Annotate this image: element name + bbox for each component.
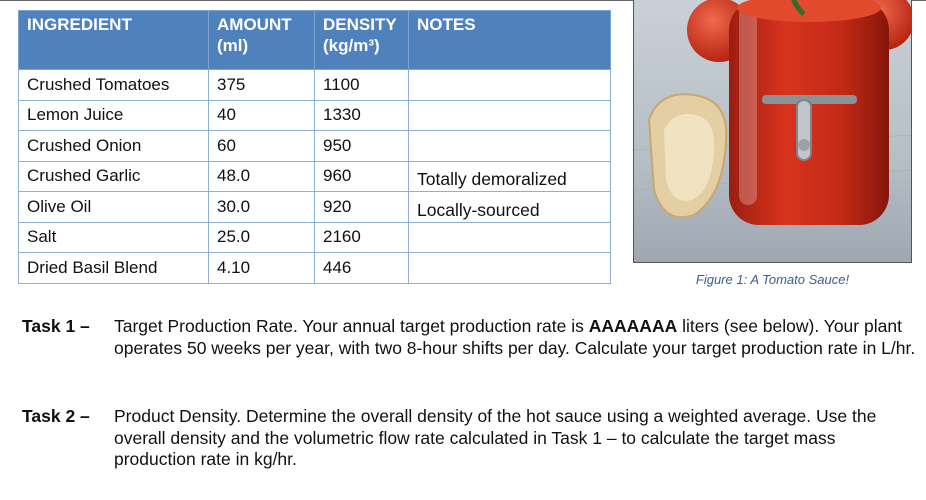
table-row [19, 253, 611, 284]
tomato-sauce-figure [633, 0, 912, 263]
ingredient-cell: Olive Oil [19, 192, 209, 223]
notes-cell: Totally demoralized [409, 161, 611, 192]
header-ingredient: INGREDIENT [19, 11, 209, 70]
density-cell: 1330 [315, 100, 409, 131]
task-1-label: Task 1 – [22, 316, 90, 336]
sauce-jar [729, 0, 889, 225]
task-1 [22, 316, 917, 359]
ingredient-cell: Dried Basil Blend [19, 253, 209, 284]
task-2-label: Task 2 – [22, 406, 90, 426]
task-2-text: Product Density. Determine the overall density of the hot sauce using a weighted average. Use the overall density and the volumetric flow rate calculated in Task 1 – to calculate the target mass production rate in kg/hr. [114, 406, 877, 469]
ingredient-cell: Lemon Juice [19, 100, 209, 131]
task-2 [22, 406, 917, 471]
notes-cell [409, 253, 611, 284]
notes-cell [409, 70, 611, 101]
ingredient-cell: Crushed Garlic [19, 161, 209, 192]
density-cell: 960 [315, 161, 409, 192]
tomato-sauce-photo [634, 0, 912, 263]
task-1-placeholder-value: AAAAAAA [588, 316, 678, 336]
ingredient-cell: Crushed Tomatoes [19, 70, 209, 101]
amount-cell: 48.0 [209, 161, 315, 192]
amount-cell: 375 [209, 70, 315, 101]
table-row [19, 100, 611, 131]
table-row [19, 192, 611, 223]
task-1-text: Target Production Rate. Your annual target production rate is AAAAAAA liters (see below). Your plant operates 50 weeks per year, with two 8-hour shifts per day. Calculate your target production rate in L/hr. [114, 316, 916, 358]
amount-cell: 60 [209, 131, 315, 162]
amount-cell: 40 [209, 100, 315, 131]
amount-cell: 30.0 [209, 192, 315, 223]
notes-cell: Locally-sourced [409, 192, 611, 223]
figure-caption: Figure 1: A Tomato Sauce! [695, 272, 850, 287]
notes-cell [409, 222, 611, 253]
amount-cell: 25.0 [209, 222, 315, 253]
ingredient-cell: Crushed Onion [19, 131, 209, 162]
density-cell: 1100 [315, 70, 409, 101]
table-row [19, 222, 611, 253]
notes-cell [409, 131, 611, 162]
amount-cell: 4.10 [209, 253, 315, 284]
density-cell: 920 [315, 192, 409, 223]
header-notes: NOTES [409, 11, 611, 70]
table-row [19, 70, 611, 101]
density-cell: 446 [315, 253, 409, 284]
density-cell: 2160 [315, 222, 409, 253]
table-row [19, 161, 611, 192]
table-header-row [19, 11, 611, 70]
header-amount: AMOUNT (ml) [209, 11, 315, 70]
notes-cell [409, 100, 611, 131]
density-cell: 950 [315, 131, 409, 162]
table-row [19, 131, 611, 162]
header-density: DENSITY (kg/m³) [315, 11, 409, 70]
ingredient-table [18, 10, 611, 284]
ingredient-cell: Salt [19, 222, 209, 253]
